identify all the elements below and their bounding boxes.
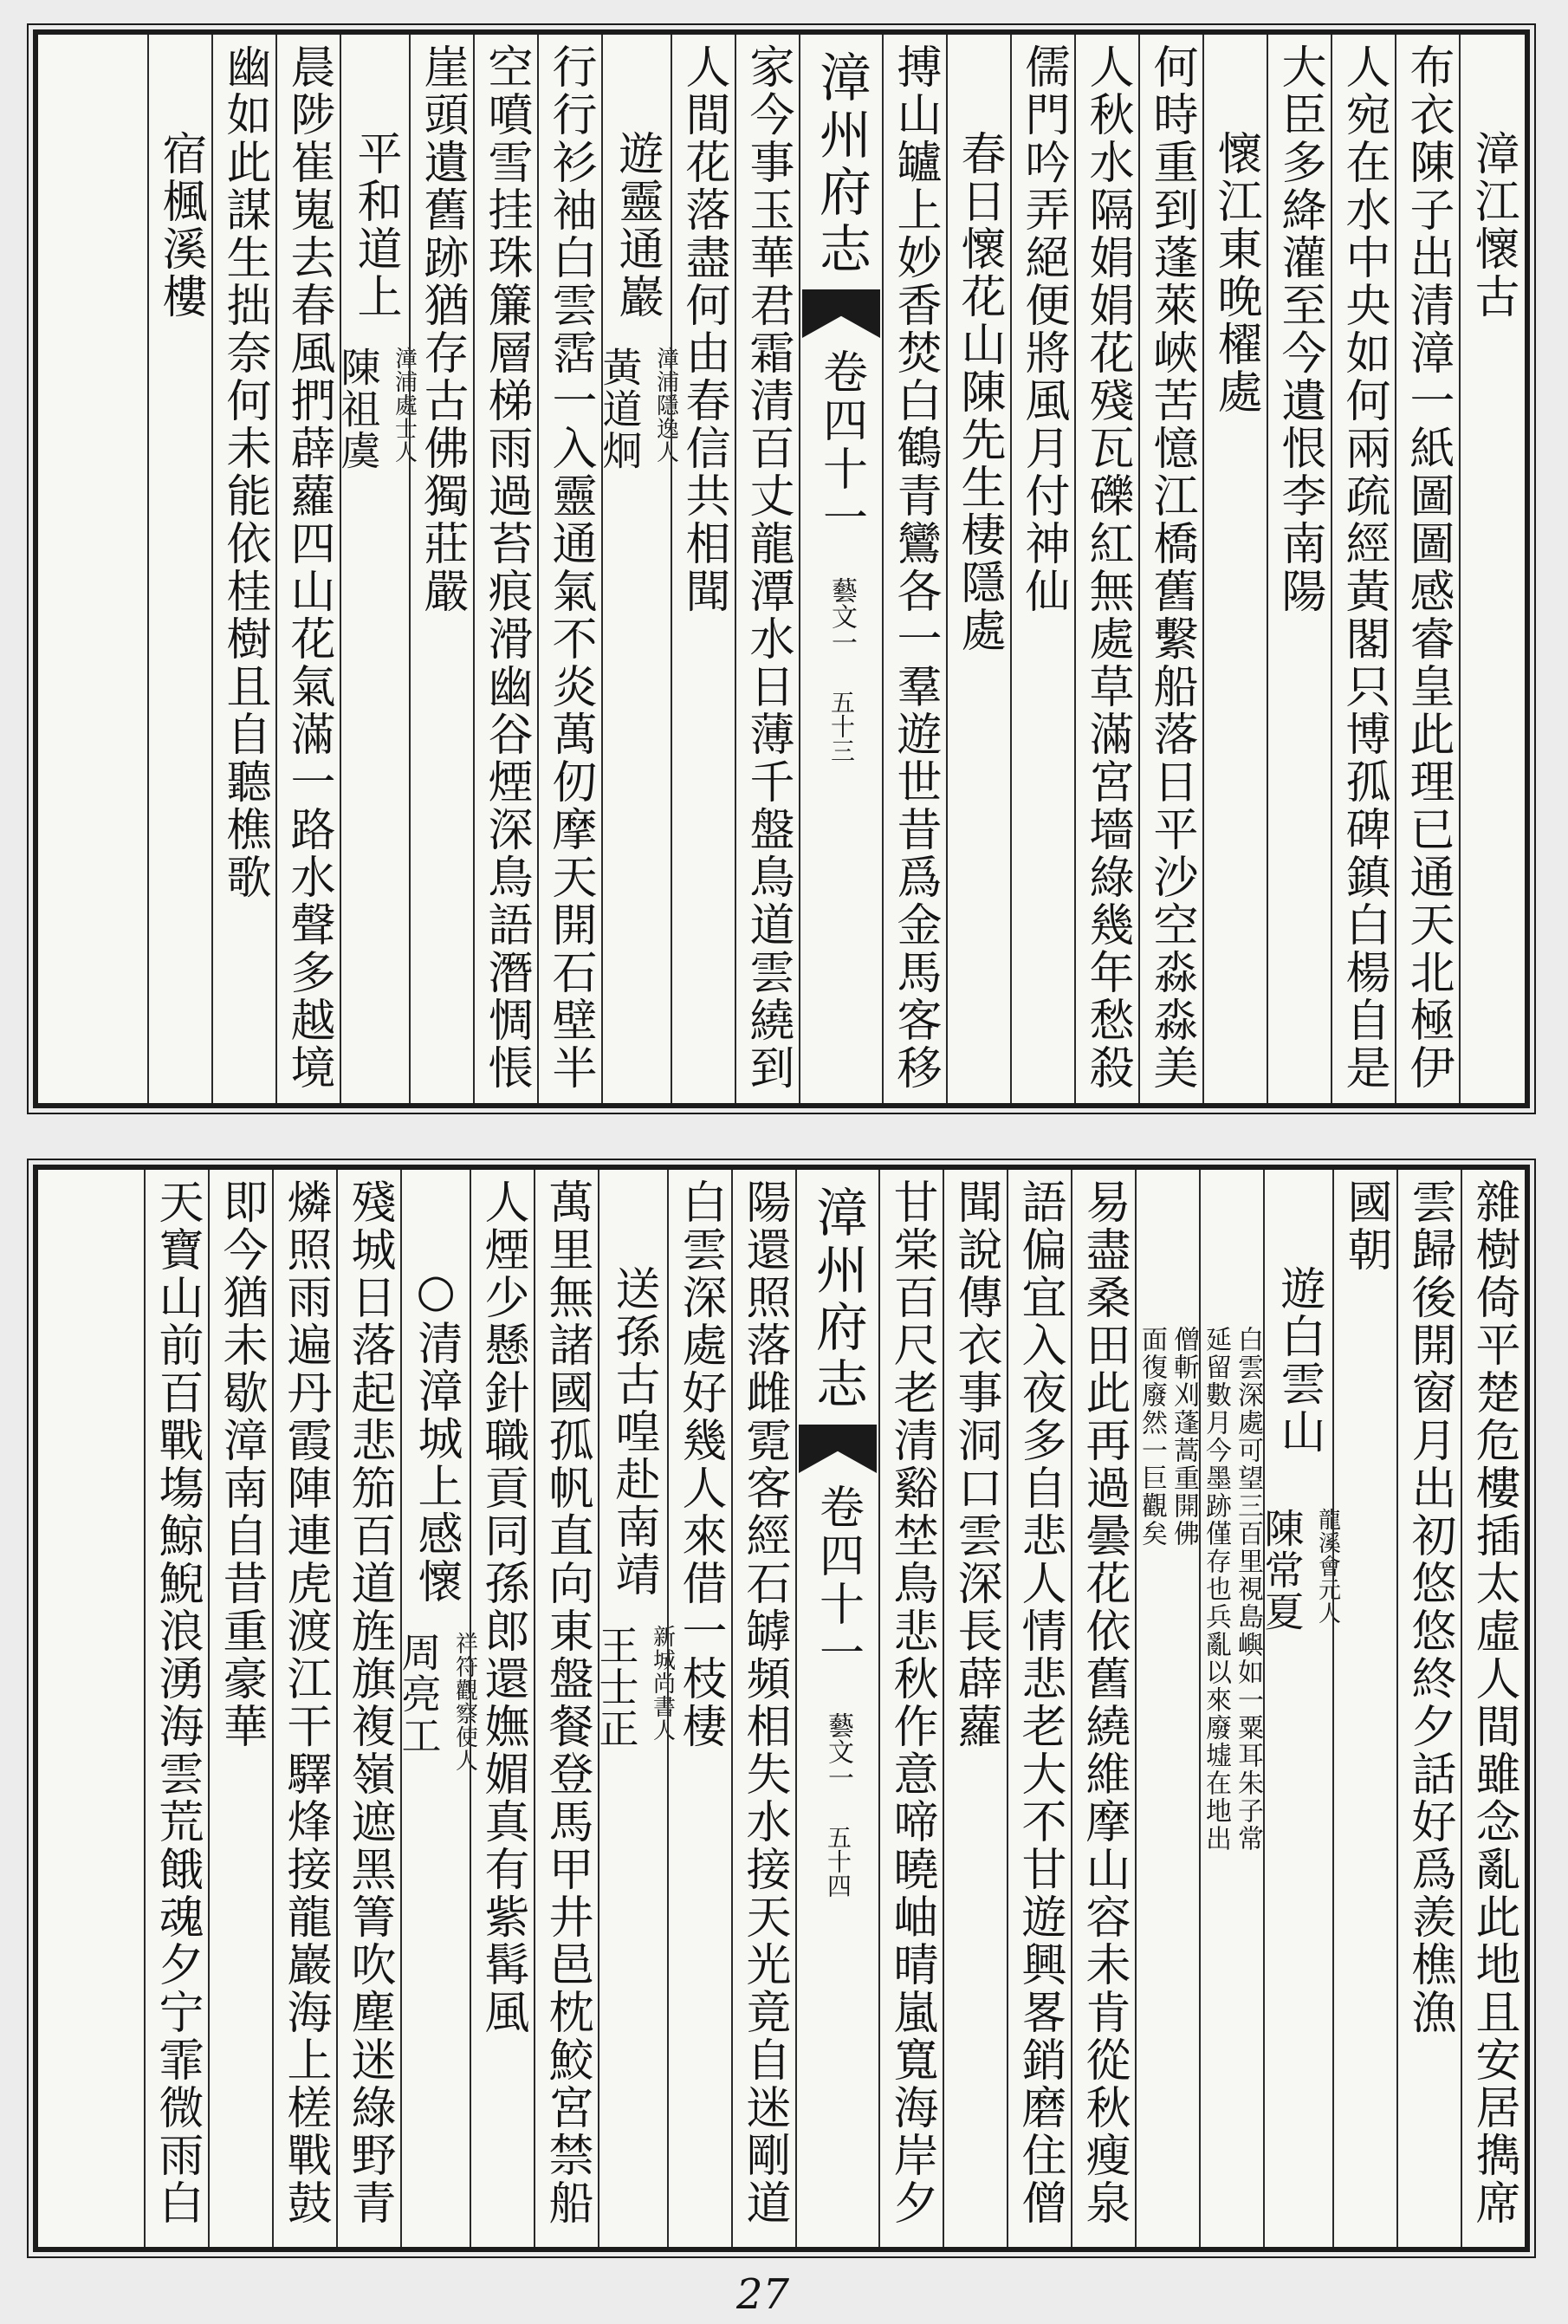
author-credit <box>588 1625 679 1749</box>
poem-line: 布衣陳子出清漳一紙圖圖感睿皇此理已通天北極伊 <box>1402 43 1454 1092</box>
text-column <box>144 1170 208 2247</box>
annotation-column <box>1135 1170 1199 2247</box>
poem-title: 遊白雲山 <box>1273 1265 1325 1456</box>
poem-line: 天寶山前百戰塲鯨鯢浪湧海雲荒餓魂夕宁霏微雨白 <box>151 1178 203 2227</box>
poem-line: 聞說傳衣事洞口雲深長薜蘿 <box>949 1178 1001 1750</box>
poem-title: 春日懷花山陳先生棲隱處 <box>953 130 1005 654</box>
text-column <box>1267 35 1331 1103</box>
text-column <box>1071 1170 1135 2247</box>
text-column <box>946 35 1010 1103</box>
poem-line: 人秋水隔娟娟花殘瓦礫紅無處草滿宮墻綠幾年愁殺 <box>1081 43 1133 1092</box>
fishtail-mark <box>802 289 880 338</box>
text-column <box>1258 1170 1341 2247</box>
text-column <box>1007 1170 1071 2247</box>
poem-line: 陽還照落雌霓客經石罅頻相失水接天光竟自迷剛道 <box>738 1178 790 2227</box>
book-title: 漳州府志 <box>811 50 871 279</box>
annotation-line: 僧斬刈蓬蒿重開佛 <box>1169 1326 1199 1548</box>
text-column <box>1010 35 1074 1103</box>
annotation-column <box>1199 1170 1263 2247</box>
poem-line: 搏山罏上妙香焚白鶴青鸞各一羣遊世昔爲金馬客移 <box>889 43 941 1092</box>
text-column <box>1202 35 1267 1103</box>
text-column <box>473 35 537 1103</box>
poem-line: 雲歸後開窗月出初悠悠終夕話好爲羨樵漁 <box>1403 1178 1455 2036</box>
text-column <box>1396 1170 1461 2247</box>
poem-line: 空噴雪挂珠簾層梯雨過苔痕滑幽谷煙深鳥語潛惆悵 <box>480 43 532 1092</box>
author-note: 祥符觀察使人 <box>451 1632 478 1772</box>
author-name: 陳祖虞 <box>334 347 382 471</box>
poem-title: 漳江懷古 <box>1467 130 1519 321</box>
poem-line: 儒門吟弄絕便將風月付神仙 <box>1017 43 1069 615</box>
author-note: 漳浦隱逸人 <box>652 347 679 464</box>
text-column <box>211 35 275 1103</box>
center-fold-column <box>795 1170 878 2247</box>
poem-line: 何時重到蓬萊峽苦憶江橋舊繫船落日平沙空淼淼美 <box>1145 43 1197 1092</box>
text-column <box>1332 1170 1396 2247</box>
text-column <box>735 35 799 1103</box>
text-column <box>1138 35 1202 1103</box>
top-page-columns <box>38 35 1525 1103</box>
poem-title: 懷江東晚櫂處 <box>1209 130 1261 416</box>
author-name: 周亮工 <box>395 1632 443 1756</box>
annotation-line: 延留數月今墨跡僅存也兵亂以來廢墟在地出 <box>1201 1326 1231 1853</box>
poem-title: 宿楓溪樓 <box>154 130 206 321</box>
top-page <box>33 29 1530 1108</box>
text-column <box>409 35 473 1103</box>
annotation-line: 面復廢然一巨觀矣 <box>1137 1326 1167 1548</box>
poem-title: ○清漳城上感懷 <box>410 1265 462 1606</box>
poem-line: 人煙少懸針職貢同孫郎還嫵媚真有紫髯風 <box>476 1178 528 2036</box>
author-credit <box>592 347 683 471</box>
book-title: 漳州府志 <box>807 1185 868 1414</box>
poem-line: 雜樹倚平楚危樓插太虛人間雖念亂此地且安居擕席 <box>1468 1178 1519 2227</box>
text-column <box>272 1170 336 2247</box>
text-column <box>537 35 601 1103</box>
text-column <box>1461 1170 1525 2247</box>
text-column <box>667 1170 731 2247</box>
text-column <box>1395 35 1459 1103</box>
poem-line: 晨陟崔嵬去春風捫薜蘿四山花氣滿一路水聲多越境 <box>282 43 334 1092</box>
text-column <box>334 35 418 1103</box>
text-column <box>395 1170 478 2247</box>
section-label: 藝文一 <box>823 1712 853 1790</box>
bottom-page-columns <box>38 1170 1525 2247</box>
text-column <box>1331 35 1395 1103</box>
poem-line: 白雲深處好幾人來借一枝棲 <box>674 1178 726 1750</box>
text-column <box>208 1170 272 2247</box>
poem-line: 易盡桑田此再過曇花依舊繞維摩山容未肯從秋瘦泉 <box>1078 1178 1130 2227</box>
poem-line: 大臣多絳灌至今遺恨李南陽 <box>1273 43 1325 615</box>
text-column <box>596 35 679 1103</box>
author-note: 漳浦處士人 <box>391 347 418 464</box>
poem-line: 家今事玉華君霜清百丈龍潭水日薄千盤鳥道雲繞到 <box>742 43 794 1092</box>
poem-line: 行行衫袖白雲霑一入靈通氣不炎萬仞摩天開石壁半 <box>544 43 596 1092</box>
text-column <box>671 35 735 1103</box>
text-column <box>1074 35 1138 1103</box>
poem-line: 人宛在水中央如何兩疏經黃閣只博孤碑鎮白楊自是 <box>1338 43 1390 1092</box>
bottom-page <box>33 1165 1530 2252</box>
text-column <box>878 1170 943 2247</box>
leaf-number: 五十四 <box>824 1825 852 1898</box>
poem-line: 人間花落盡何由春信共相聞 <box>677 43 729 615</box>
leaf-number: 五十三 <box>827 690 856 763</box>
text-column <box>1459 35 1525 1103</box>
author-name: 黃道炯 <box>596 347 644 471</box>
author-name: 陳常夏 <box>1258 1508 1306 1633</box>
author-name: 王士正 <box>593 1625 640 1749</box>
text-column <box>147 35 211 1103</box>
text-column <box>731 1170 795 2247</box>
author-credit <box>330 347 421 471</box>
poem-line: 甘棠百尺老清谿埜鳥悲秋作意啼曉岫晴嵐寬海岸夕 <box>885 1178 937 2227</box>
poem-line: 崖頭遺舊跡猶存古佛獨莊嚴 <box>416 43 468 615</box>
annotation-line: 白雲深處可望三百里視島嶼如一粟耳朱子常 <box>1233 1326 1263 1853</box>
poem-line: 燐照雨遍丹霞陣連虎渡江干驛烽接龍巖海上槎戰鼓 <box>279 1178 331 2227</box>
author-note: 新城尚書人 <box>649 1625 676 1742</box>
poem-title: 遊靈通巖 <box>611 130 663 321</box>
poem-line: 語偏宜入夜多自悲人情悲老大不甘遊興畧銷磨住僧 <box>1014 1178 1066 2227</box>
poem-line: 幽如此謀生拙奈何未能依桂樹且自聽樵歌 <box>218 43 270 901</box>
author-note: 龍溪會元人 <box>1314 1508 1341 1625</box>
text-column <box>593 1170 676 2247</box>
text-column <box>882 35 946 1103</box>
text-column <box>275 35 340 1103</box>
center-fold-column <box>799 35 882 1103</box>
poem-line: 即今猶未歇漳南自昔重豪華 <box>215 1178 267 1750</box>
dynasty-heading: 國朝 <box>1339 1178 1391 1274</box>
poem-line: 殘城日落起悲笳百道旌旗複嶺遮黑箐吹塵迷綠野青 <box>343 1178 395 2227</box>
author-credit <box>391 1632 482 1772</box>
author-credit <box>1254 1508 1344 1633</box>
poem-title: 平和道上 <box>349 130 401 321</box>
poem-title: 送孫古喤赴南靖 <box>607 1265 659 1599</box>
fishtail-mark <box>799 1425 877 1473</box>
poem-line: 萬里無諸國孤帆直向東盤餐登馬甲井邑枕鮫宮禁船 <box>541 1178 593 2227</box>
volume-label: 卷四十一 <box>811 1483 864 1678</box>
text-column <box>470 1170 534 2247</box>
text-column <box>943 1170 1007 2247</box>
volume-label: 卷四十一 <box>814 348 867 542</box>
annotation-pair <box>1137 1326 1198 1548</box>
handwritten-page-number: 27 <box>736 2270 790 2319</box>
section-label: 藝文一 <box>826 577 857 655</box>
